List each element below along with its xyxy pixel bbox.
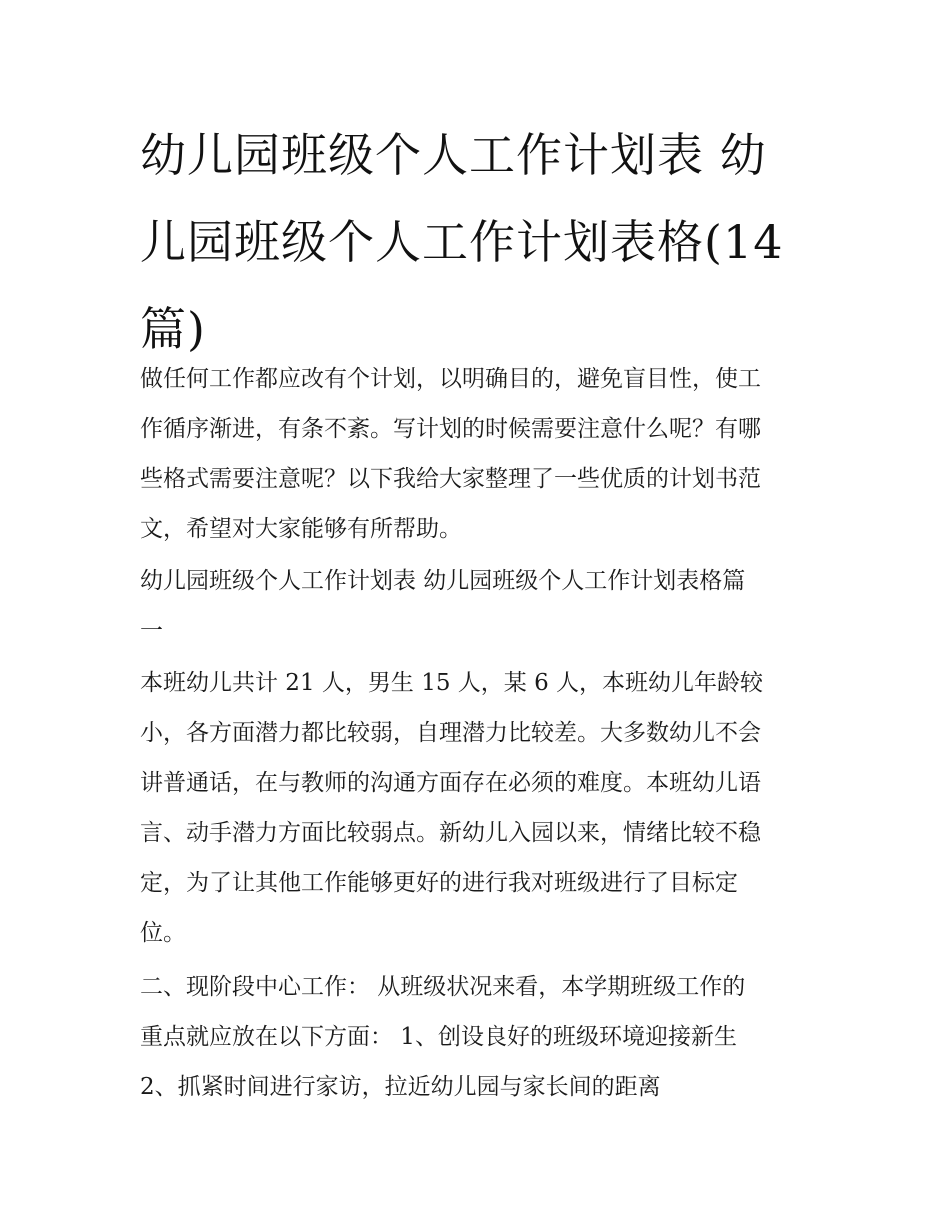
focus-work-line-3: 2、抓紧时间进行家访，拉近幼儿园与家长间的距离 <box>140 1074 661 1100</box>
section-heading-line-2: 一 <box>140 618 163 644</box>
class-overview-line-6: 位。 <box>140 920 186 946</box>
title-line-2: 儿园班级个人工作计划表格(14 <box>140 215 784 269</box>
class-overview-line-1: 本班幼儿共计 21 人，男生 15 人，某 6 人，本班幼儿年龄较 <box>140 670 764 696</box>
title-line-3: 篇) <box>140 302 206 356</box>
focus-work-line-1: 二、现阶段中心工作： 从班级状况来看，本学期班级工作的 <box>140 974 746 1000</box>
document-title <box>140 112 820 373</box>
class-overview-line-5: 定，为了让其他工作能够更好的进行我对班级进行了目标定 <box>140 870 738 896</box>
focus-work-line-2: 重点就应放在以下方面： 1、创设良好的班级环境迎接新生 <box>140 1024 737 1050</box>
intro-line-3: 些格式需要注意呢？以下我给大家整理了一些优质的计划书范 <box>140 466 761 492</box>
class-overview-line-4: 言、动手潜力方面比较弱点。新幼儿入园以来，情绪比较不稳 <box>140 820 761 846</box>
title-line-1: 幼儿园班级个人工作计划表 幼 <box>140 128 767 182</box>
class-overview-line-2: 小，各方面潜力都比较弱，自理潜力比较差。大多数幼儿不会 <box>140 720 761 746</box>
intro-line-4: 文，希望对大家能够有所帮助。 <box>140 516 462 542</box>
intro-line-1: 做任何工作都应改有个计划，以明确目的，避免盲目性，使工 <box>140 366 761 392</box>
section-heading-line-1: 幼儿园班级个人工作计划表 幼儿园班级个人工作计划表格篇 <box>140 568 746 594</box>
intro-line-2: 作循序渐进，有条不紊。写计划的时候需要注意什么呢？有哪 <box>140 416 761 442</box>
class-overview-line-3: 讲普通话，在与教师的沟通方面存在必须的难度。本班幼儿语 <box>140 770 761 796</box>
